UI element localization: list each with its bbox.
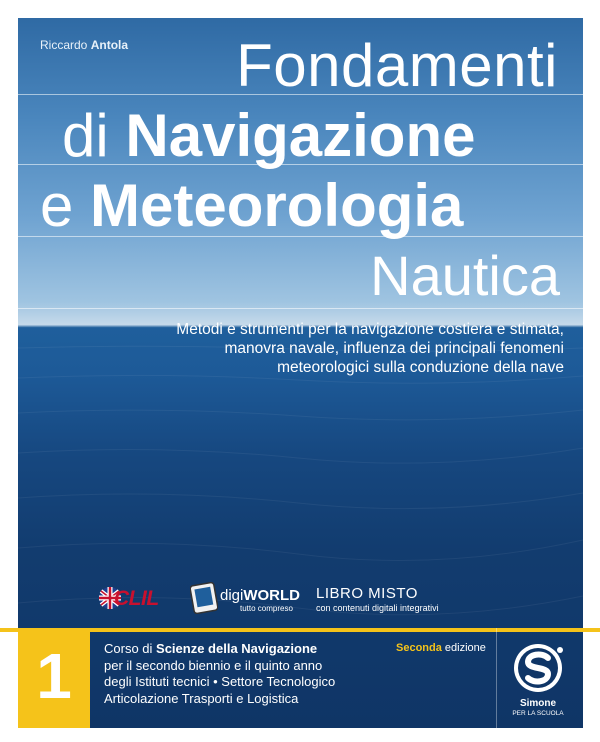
course-description: [104, 641, 335, 707]
divider: [496, 628, 497, 728]
title-nautica: Nautica: [370, 244, 560, 307]
digiworld-badge: [220, 587, 300, 604]
title-rule: [18, 308, 583, 309]
title-e: e: [40, 172, 74, 239]
edition-word: edizione: [441, 642, 486, 654]
digiworld-subtitle: tutto compreso: [240, 604, 293, 613]
title-fondamenti: Fondamenti: [236, 32, 558, 99]
subtitle-line: meteorologici sulla conduzione della nave: [277, 359, 564, 376]
author-first: Riccardo: [40, 38, 88, 52]
libro-misto-subtitle: con contenuti digitali integrativi: [316, 603, 439, 613]
course-prefix: Corso di: [104, 641, 157, 656]
edition-number: Seconda: [396, 642, 442, 654]
course-line-1: [104, 641, 335, 658]
course-line-4: Articolazione Trasporti e Logistica: [104, 690, 299, 706]
digiworld-prefix: digi: [220, 587, 244, 604]
author-last: Antola: [90, 38, 129, 52]
publisher-subtitle: PER LA SCUOLA: [512, 710, 564, 717]
title-meteorologia: Meteorologia: [90, 172, 464, 239]
title-navigazione: Navigazione: [125, 102, 476, 169]
publisher-name: Simone: [519, 698, 557, 709]
title-line-3: [40, 174, 463, 238]
volume-number: 1: [36, 640, 72, 712]
course-line-3: degli Istituti tecnici • Settore Tecnologico: [104, 674, 336, 689]
tablet-icon: [190, 582, 218, 614]
author-name: [40, 38, 128, 52]
subtitle: [104, 320, 564, 377]
edition-label: [396, 642, 486, 654]
title-line-4: [370, 246, 560, 306]
title-line-2: [62, 104, 475, 168]
clil-badge: CLIL: [114, 587, 159, 610]
libro-misto-badge: LIBRO MISTO: [316, 585, 418, 602]
subtitle-line: manovra navale, influenza dei principali fenomeni: [224, 340, 564, 357]
course-name: Scienze della Navigazione: [156, 641, 318, 656]
digiworld-suffix: WORLD: [243, 587, 301, 604]
title-line-1: [236, 34, 558, 98]
accent-line: [0, 628, 600, 632]
course-line-2: per il secondo biennio e il quinto anno: [104, 657, 323, 673]
subtitle-line: Metodi e strumenti per la navigazione costiera e stimata,: [176, 321, 564, 338]
title-di: di: [62, 102, 109, 169]
simone-logo-icon: [508, 640, 568, 696]
